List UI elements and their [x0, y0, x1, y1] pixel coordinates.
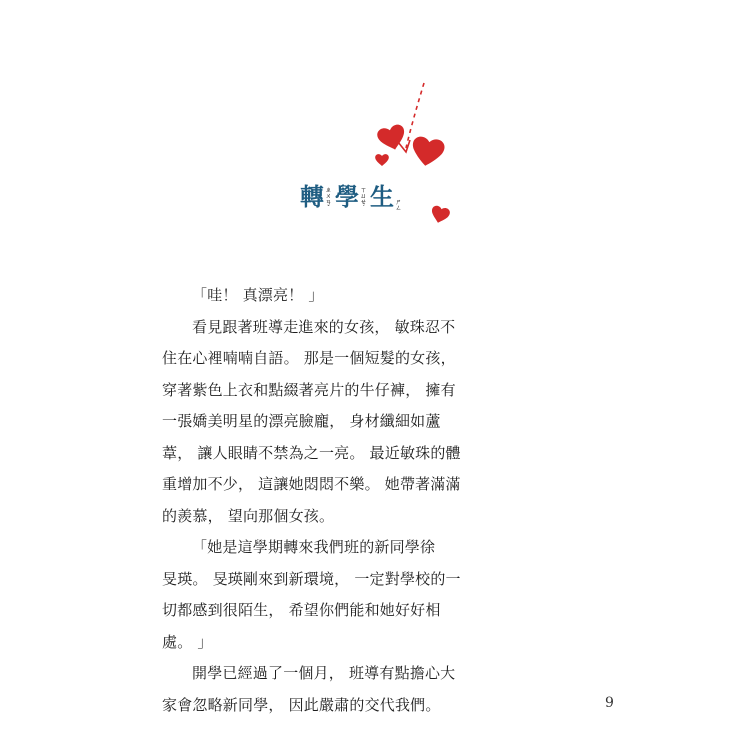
- body-line-11: 切都感到很陌生， 希望你們能和她好好相: [162, 601, 441, 619]
- body-line-3: 住在心裡喃喃自語。 那是一個短髮的女孩，: [162, 349, 456, 367]
- title-char-1: 轉: [300, 183, 324, 211]
- body-line-14: 家會忽略新同學， 因此嚴肅的交代我們。: [162, 695, 441, 714]
- title-zhuyin-1: ㄓㄨㄢˇ: [325, 187, 332, 212]
- title-zhuyin-2: ㄒㄩㄝˊ: [360, 187, 367, 212]
- body-line-5: 一張嬌美明星的漂亮臉龐， 身材纖細如蘆: [162, 412, 441, 430]
- body-line-8: 的羨慕， 望向那個女孩。: [162, 506, 335, 525]
- heart-large-icon: [410, 135, 446, 168]
- body-line-2: 看見跟著班導走進來的女孩， 敏珠忍不: [192, 317, 456, 336]
- body-line-13: 開學已經過了一個月， 班導有點擔心大: [192, 664, 456, 682]
- body-line-9: 「她是這學期轉來我們班的新同學徐: [192, 538, 436, 556]
- story-body: [162, 280, 590, 721]
- page-number: 9: [605, 695, 614, 711]
- body-line-7: 重增加不少， 這讓她悶悶不樂。 她帶著滿滿: [162, 475, 461, 493]
- body-line-4: 穿著紫色上衣和點綴著亮片的牛仔褲， 擁有: [162, 380, 456, 399]
- body-line-10: 旻瑛。 旻瑛剛來到新環境， 一定對學校的一: [162, 569, 461, 588]
- body-line-6: 葦， 讓人眼睛不禁為之一亮。 最近敏珠的體: [162, 443, 461, 462]
- title-char-3: 生: [370, 183, 394, 211]
- chapter-title: [300, 172, 430, 212]
- body-line-1: 「哇！ 真漂亮！ 」: [192, 286, 324, 304]
- title-char-2: 學: [335, 183, 359, 211]
- heart-bottom-icon: [429, 205, 451, 225]
- heart-tiny-icon: [375, 154, 389, 166]
- title-zhuyin-3: ㄕㄥ: [395, 199, 402, 212]
- body-line-12: 處。 」: [162, 632, 213, 651]
